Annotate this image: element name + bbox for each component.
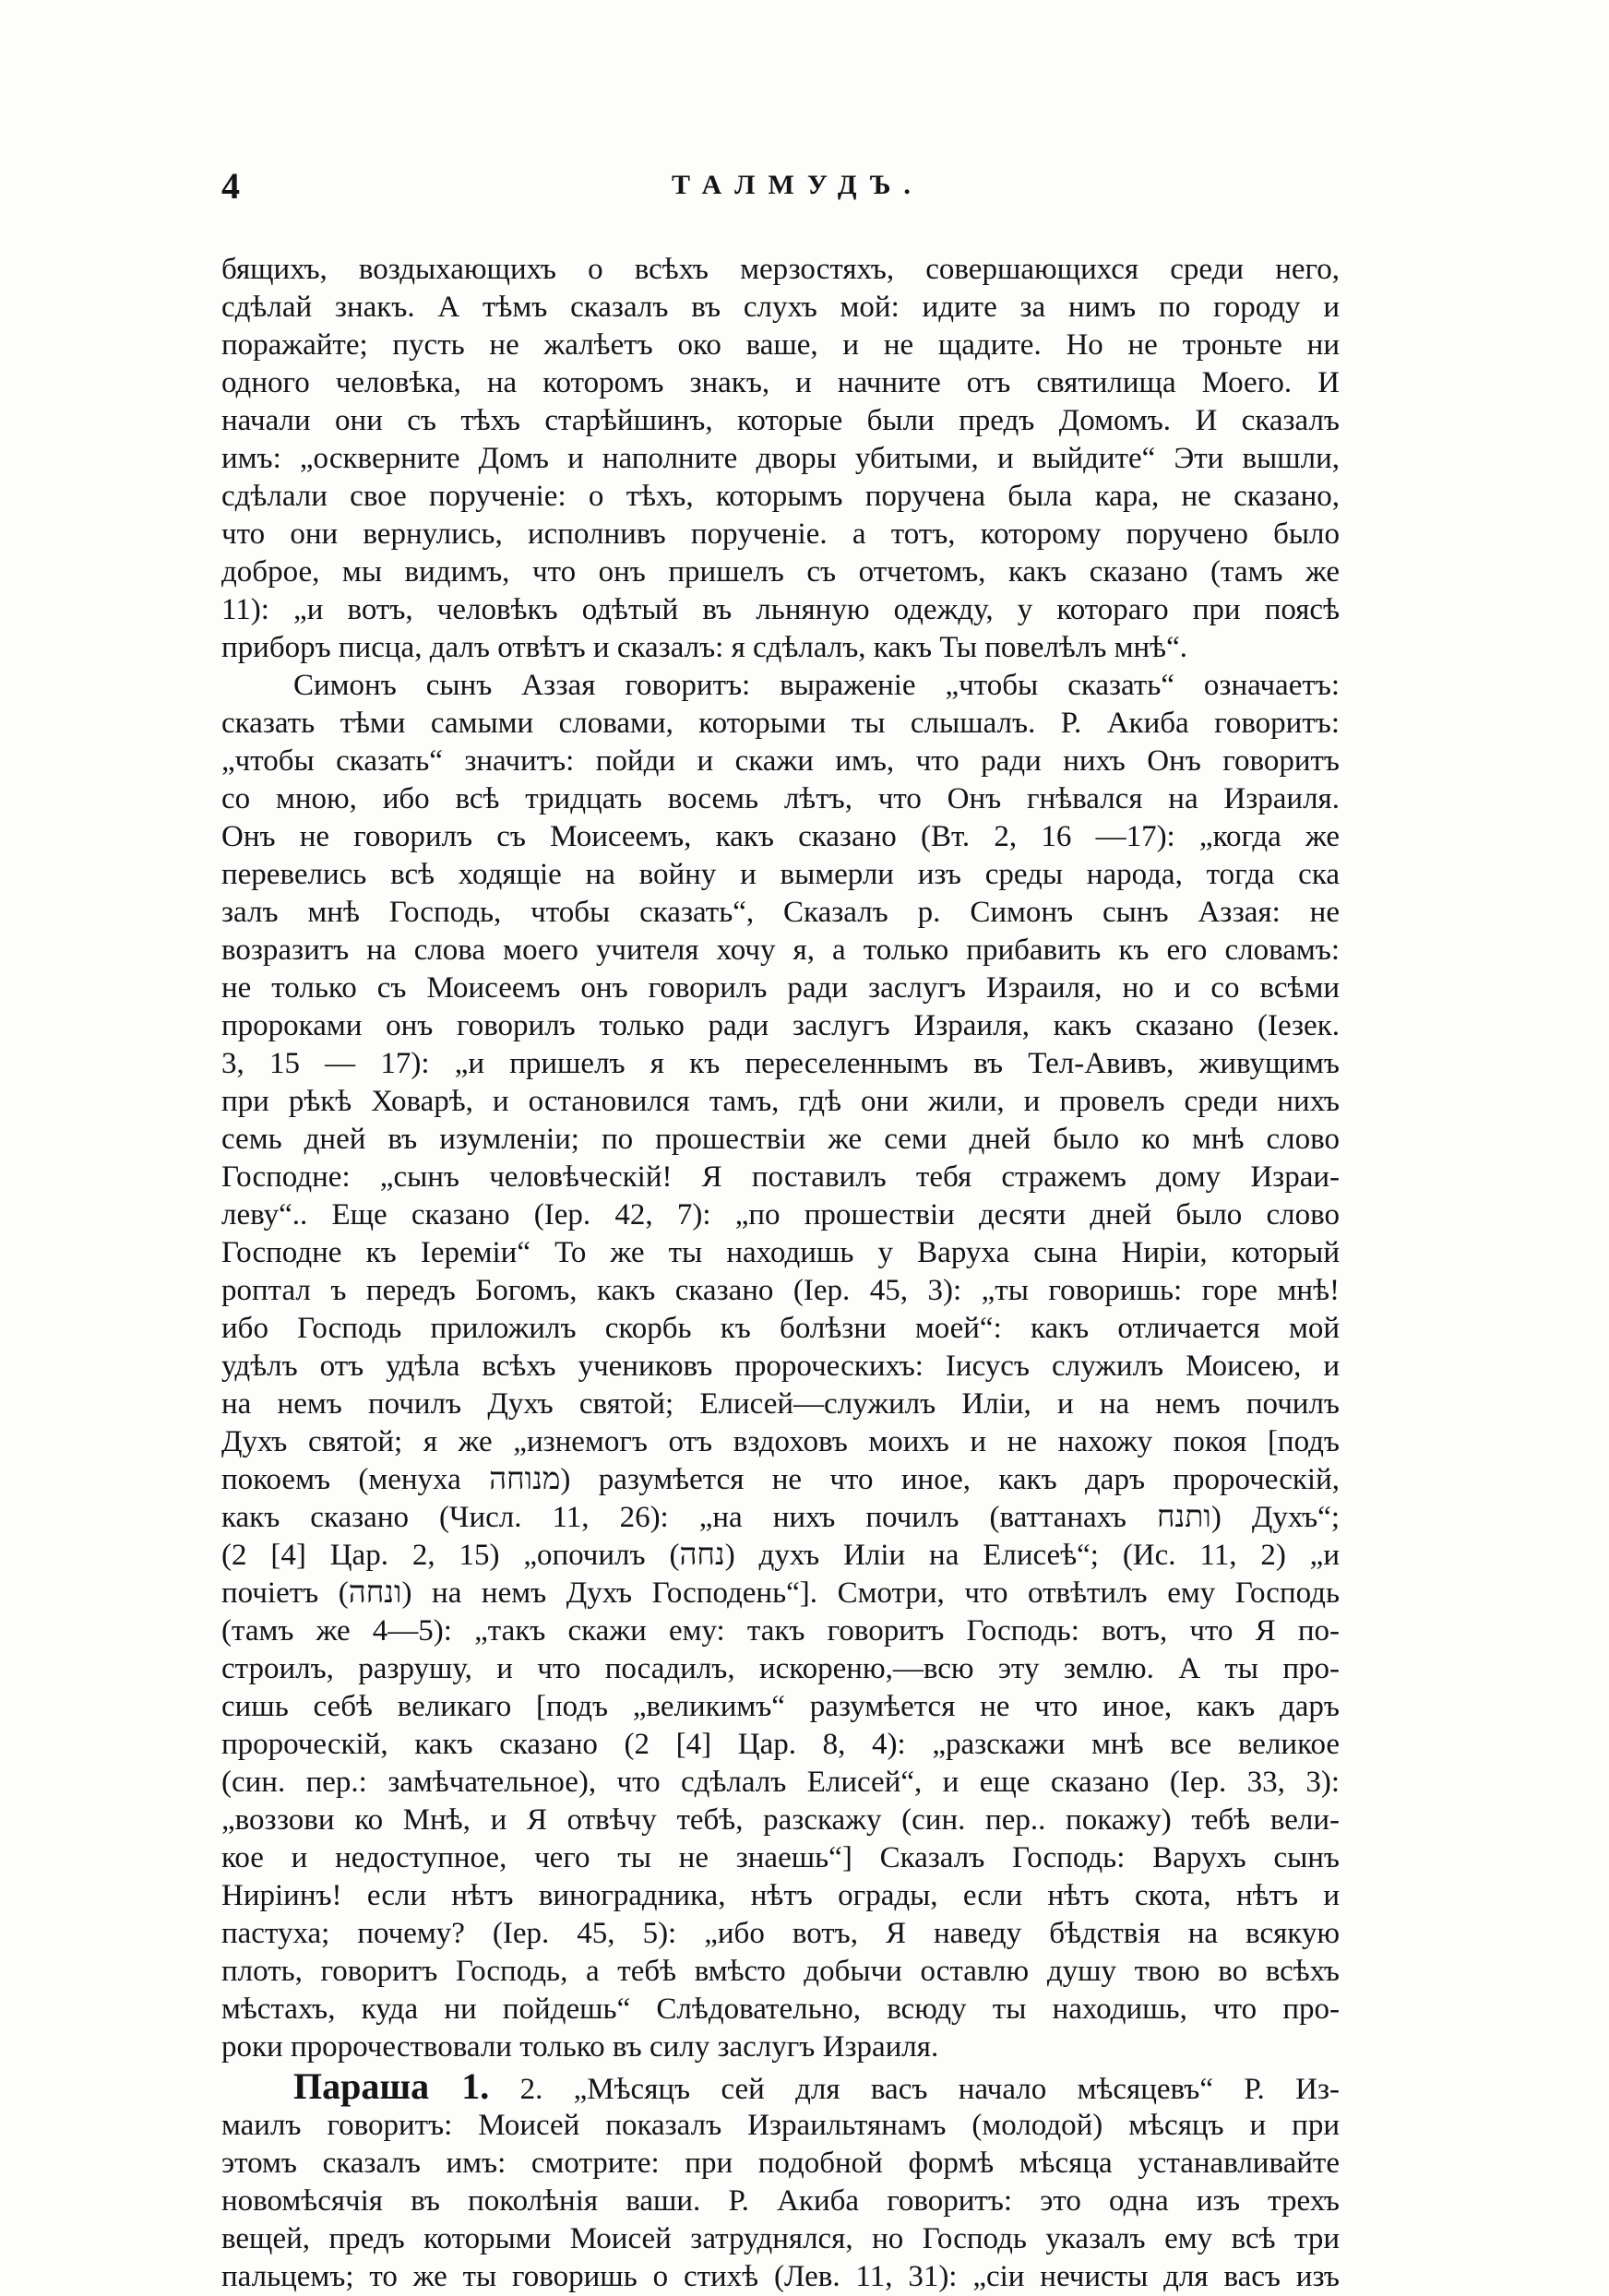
text-line: семь дней въ изумленіи; по прошествіи же семи дней было ко мнѣ слово bbox=[221, 1123, 1340, 1156]
running-title: ТАЛМУДЪ. bbox=[672, 170, 924, 200]
section-text: 2. „Мѣсяцъ сей для васъ начало мѣсяцевъ“ Р. Из- bbox=[519, 2073, 1340, 2106]
text-line: возразитъ на слова моего учителя хочу я, а только прибавить къ его словамъ: bbox=[221, 934, 1340, 967]
text-line: перевелись всѣ ходящіе на войну и вымерли изъ среды народа, тогда ска bbox=[221, 858, 1340, 891]
text-line: (тамъ же 4—5): „такъ скажи ему: такъ говоритъ Господь: вотъ, что Я по- bbox=[221, 1614, 1340, 1648]
text-line: доброе, мы видимъ, что онъ пришелъ съ отчетомъ, какъ сказано (тамъ же bbox=[221, 555, 1340, 589]
text-line: 11): „и вотъ, человѣкъ одѣтый въ льняную одежду, у котораго при поясѣ bbox=[221, 593, 1340, 626]
text-line: что они вернулись, исполнивъ порученіе. а тотъ, которому поручено было bbox=[221, 517, 1340, 551]
text-line: бящихъ, воздыхающихъ о всѣхъ мерзостяхъ, совершающихся среди него, bbox=[221, 253, 1340, 286]
text-line: одного человѣка, на которомъ знакъ, и начните отъ святилища Моего. И bbox=[221, 366, 1340, 399]
text-line: леву“.. Еще сказано (Іер. 42, 7): „по прошествіи десяти дней было слово bbox=[221, 1198, 1340, 1231]
page-header bbox=[0, 164, 1609, 210]
text-line: не только съ Моисеемъ онъ говорилъ ради заслугъ Израиля, но и со всѣми bbox=[221, 971, 1340, 1005]
text-line: со мною, ибо всѣ тридцать восемь лѣтъ, что Онъ гнѣвался на Израиля. bbox=[221, 782, 1340, 815]
text-line: пальцемъ; то же ты говоришь о стихѣ (Лев. 11, 31): „сіи нечисты для васъ изъ bbox=[221, 2260, 1340, 2293]
text-line: сишь себѣ великаго [подъ „великимъ“ разумѣется не что иное, какъ даръ bbox=[221, 1690, 1340, 1723]
text-line: вещей, предъ которыми Моисей затруднялся, но Господь указалъ ему всѣ три bbox=[221, 2222, 1340, 2255]
text-line: имъ: „оскверните Домъ и наполните дворы убитыми, и выйдите“ Эти вышли, bbox=[221, 442, 1340, 475]
text-line: поражайте; пусть не жалѣетъ око ваше, и не щадите. Но не троньте ни bbox=[221, 328, 1340, 362]
text-line: плоть, говоритъ Господь, а тебѣ вмѣсто добычи оставлю душу твою во всѣхъ bbox=[221, 1955, 1340, 1988]
text-line: кое и недоступное, чего ты не знаешь“] Сказалъ Господь: Варухъ сынъ bbox=[221, 1841, 1340, 1874]
text-line: пастуха; почему? (Iер. 45, 5): „ибо вотъ, Я наведу бѣдствія на всякую bbox=[221, 1917, 1340, 1950]
text-line: роки пророчествовали только въ силу заслугъ Израиля. bbox=[221, 2030, 939, 2064]
text-line: Онъ не говорилъ съ Моисеемъ, какъ сказано (Вт. 2, 16 —17): „когда же bbox=[221, 820, 1340, 853]
text-line: новомѣсячія въ поколѣнія ваши. Р. Акиба говоритъ: это одна изъ трехъ bbox=[221, 2184, 1340, 2218]
text-line: почіетъ (ונחה) на немъ Духъ Господень“]. Смотри, что отвѣтилъ ему Господь bbox=[221, 1576, 1341, 1610]
text-body bbox=[221, 251, 1340, 2296]
text-line: сдѣлали свое порученіе: о тѣхъ, которымъ поручена была кара, не сказано, bbox=[221, 480, 1340, 513]
text-line: какъ сказано (Числ. 11, 26): „на нихъ почилъ (ваттанахъ ותנח) Духъ“; bbox=[221, 1501, 1340, 1534]
text-line: Нирiинъ! если нѣтъ виноградника, нѣтъ ограды, если нѣтъ скота, нѣтъ и bbox=[221, 1879, 1340, 1912]
text-line: (син. пер.: замѣчательное), что сдѣлалъ Елисей“, и еще сказано (Іер. 33, 3): bbox=[221, 1766, 1340, 1799]
text-line: ибо Господь приложилъ скорбь къ болѣзни моей“: какъ отличается мой bbox=[221, 1312, 1340, 1345]
text-line: приборъ писца, далъ отвѣтъ и сказалъ: я сдѣлалъ, какъ Ты повелѣлъ мнѣ“. bbox=[221, 631, 1187, 664]
text-line: мѣстахъ, куда ни пойдешь“ Слѣдовательно, всюду ты находишь, что про- bbox=[221, 1993, 1340, 2026]
text-line: начали они съ тѣхъ старѣйшинъ, которые были предъ Домомъ. И сказалъ bbox=[221, 404, 1340, 437]
text-line: пророками онъ говорилъ только ради заслугъ Израиля, какъ сказано (Iезек. bbox=[221, 1009, 1340, 1042]
text-line: „воззови ко Мнѣ, и Я отвѣчу тебѣ, разскажу (син. пер.. покажу) тебѣ вели- bbox=[221, 1803, 1340, 1837]
text-line: покоемъ (менуха מנוחה) разумѣется не что иное, какъ даръ пророческій, bbox=[221, 1463, 1341, 1496]
text-line: сдѣлай знакъ. А тѣмъ сказалъ въ слухъ мой: идите за нимъ по городу и bbox=[221, 291, 1340, 324]
text-line: залъ мнѣ Господь, чтобы сказать“, Сказалъ р. Симонъ сынъ Аззая: не bbox=[221, 896, 1340, 929]
text-line: строилъ, разрушу, и что посадилъ, искореню,—всю эту землю. А ты про- bbox=[221, 1652, 1340, 1685]
section-title: Параша 1. bbox=[293, 2065, 490, 2107]
text-line: Господне къ Іеремiи“ То же ты находишь у Варуха сына Нирiи, который bbox=[221, 1236, 1340, 1269]
text-line: роптал ъ передъ Богомъ, какъ сказано (Iер. 45, 3): „ты говоришь: горе мнѣ! bbox=[221, 1274, 1340, 1307]
text-line: Духъ святой; я же „изнемогъ отъ вздоховъ моихъ и не нахожу покоя [подъ bbox=[221, 1425, 1340, 1458]
text-line: на немъ почилъ Духъ святой; Елисей—служилъ Иліи, и на немъ почилъ bbox=[221, 1387, 1340, 1421]
text-line: (2 [4] Цар. 2, 15) „опочилъ (נחה) духъ Иліи на Елисеѣ“; (Ис. 11, 2) „и bbox=[221, 1539, 1340, 1572]
text-line: 3, 15 — 17): „и пришелъ я къ переселеннымъ въ Тел-Авивъ, живущимъ bbox=[221, 1047, 1340, 1080]
text-line: при рѣкѣ Ховарѣ, и остановился тамъ, гдѣ они жили, и провелъ среди нихъ bbox=[221, 1085, 1340, 1118]
text-line: Симонъ сынъ Аззая говоритъ: выраженіе „чтобы сказать“ означаетъ: bbox=[293, 669, 1340, 702]
page-number: 4 bbox=[221, 165, 240, 207]
text-line: Господне: „сынъ человѣческій! Я поставилъ тебя стражемъ дому Израи- bbox=[221, 1160, 1340, 1194]
text-line: пророческій, какъ сказано (2 [4] Цар. 8, 4): „разскажи мнѣ все великое bbox=[221, 1728, 1340, 1761]
text-line: удѣлъ отъ удѣла всѣхъ учениковъ пророческихъ: Іисусъ служилъ Моисею, и bbox=[221, 1350, 1340, 1383]
text-line: маилъ говоритъ: Моисей показалъ Израильтянамъ (молодой) мѣсяцъ и при bbox=[221, 2109, 1340, 2142]
text-line: этомъ сказалъ имъ: смотрите: при подобной формѣ мѣсяца устанавливайте bbox=[221, 2147, 1340, 2180]
text-line: сказать тѣми самыми словами, которыми ты слышалъ. Р. Акиба говоритъ: bbox=[221, 707, 1340, 740]
text-line: „чтобы сказать“ значитъ: пойди и скажи имъ, что ради нихъ Онъ говоритъ bbox=[221, 744, 1340, 778]
text-line bbox=[221, 2066, 1340, 2107]
